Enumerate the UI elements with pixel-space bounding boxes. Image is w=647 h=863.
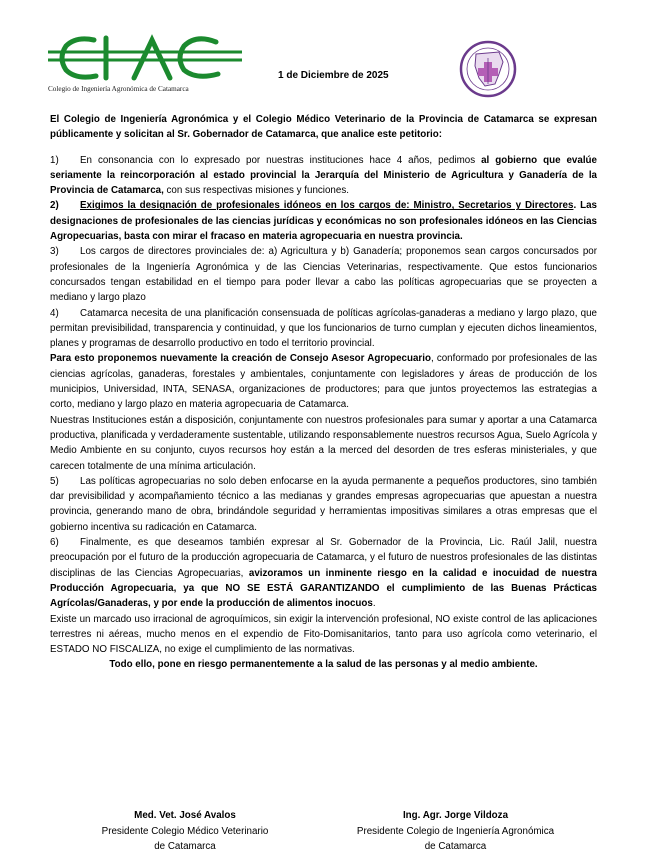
intro-paragraph: El Colegio de Ingeniería Agronómica y el Colegio Médico Veterinario de la Provincia de Catamarca se expresan públicamente y solicitan al Sr. Gobernador de Catamarca, que analice este petitorio: bbox=[50, 114, 597, 141]
signer-role: Presidente Colegio Médico Veterinario bbox=[101, 825, 269, 837]
point-4: 4) Catamarca necesita de una planificación consensuada de políticas agrícolas-ganaderas a mediano y largo plazo, que permitan previsibilidad, transparencia y continuidad, y que los funcionarios de turno cumplan y ejecuten dichos lineamientos, planes y programas de desarrollo productivo en todo el territorio provincial. bbox=[50, 307, 597, 350]
signature-veterinary bbox=[80, 808, 290, 855]
point-number: 3) bbox=[50, 246, 59, 258]
point-6: 6) Finalmente, es que deseamos también expresar al Sr. Gobernador de la Provincia, Lic. Raúl Jalil, nuestra preocupación por el futuro de la producción agropecuaria de Catamarca, y el futuro de nuestros profesionales de las distintas disciplinas de las Ciencias Agropecuarias, avizoramos un inminente riesgo en la calidad e inocuidad de nuestra Producción Agropecuaria, ya que NO SE ESTÁ GARANTIZANDO el cumplimiento de las Buenas Prácticas Agrícolas/Ganaderas, y por ende la producción de alimentos inocuos. bbox=[50, 537, 597, 610]
point-number: 1) bbox=[50, 154, 59, 166]
point-4-proposal: Para esto proponemos nuevamente la creación de Consejo Asesor Agropecuario, conformado por profesionales de las ciencias agrícolas, ganaderas, forestales y ambientales, conjuntamente con legisladores y áreas de producción de los municipios, Universidad, INTA, SENASA, organizaciones de productores; para que juntos proyectemos las estrategias a corto, mediano y largo plazo en materia agropecuaria de Catamarca. bbox=[50, 353, 598, 411]
point-3: 3) Los cargos de directores provinciales de: a) Agricultura y b) Ganadería; proponemos sean cargos concursados por profesionales de la Ingeniería Agronómica y de las Ciencias Veterinarias, respectivamente. Que estos funcionarios concursados tengan estabilidad en el tiempo para poder llevar a cabo las políticas agropecuarias que se proyecten a mediano y largo plazo bbox=[50, 246, 597, 304]
signer-role: Presidente Colegio de Ingeniería Agronómica bbox=[356, 825, 555, 837]
point-number: 5) bbox=[50, 475, 59, 487]
letterhead bbox=[0, 0, 647, 105]
closing-statement: Todo ello, pone en riesgo permanentemente a la salud de las personas y al medio ambiente. bbox=[109, 659, 538, 671]
veterinary-seal bbox=[459, 40, 517, 98]
point-number: 4) bbox=[50, 307, 59, 319]
point-number: 6) bbox=[50, 537, 59, 549]
letter-body bbox=[50, 112, 597, 673]
veterinary-seal-graphic bbox=[459, 40, 517, 98]
point-4-institutions: Nuestras Instituciones están a disposición, conjuntamente con nuestros profesionales para sumar y aportar a una Catamarca productiva, planificada y verdaderamente sustentable, utilizando responsablemente nuestros recursos Agua, Suelo Agrícola y Medio Ambiente en su conjunto, cuyos recursos hoy están a la merced del desorden de tres esferas ministeriales, y que carecen totalmente de una mínima articulación. bbox=[50, 414, 597, 472]
agrochemicals-paragraph: Existe un marcado uso irracional de agroquímicos, sin exigir la intervención profesional, NO existe control de las aplicaciones terrestres ni aéreas, mucho menos en el expendio de Fito-Domisanitarios, tanto para uso agrícola como veterinario, el ESTADO NO FISCALIZA, no exige el cumplimiento de las normativas. bbox=[50, 613, 597, 656]
point-1: 1) En consonancia con lo expresado por nuestras instituciones hace 4 años, pedimos al gobierno que evalúe seriamente la reincorporación al estado provincial la Jerarquía del Ministerio de Agricultura y Ganadería de la Provincia de Catamarca, con sus respectivas misiones y funciones. bbox=[50, 154, 597, 197]
point-5: 5) Las políticas agropecuarias no solo deben enfocarse en la ayuda permanente a pequeños productores, sino también dar previsibilidad y acompañamiento técnico a las medianas y grandes empresas agropecuarias que apuestan a nuestra provincia, generando mano de obra, brindándole seguridad y herramientas impositivas similares a otras empresas que el gobierno incentiva su radicación en Catamarca. bbox=[50, 475, 597, 533]
logo-caption: Colegio de Ingeniería Agronómica de Catamarca bbox=[48, 85, 189, 93]
signer-place: de Catamarca bbox=[154, 841, 216, 852]
signer-place: de Catamarca bbox=[424, 841, 487, 852]
point-number: 2) bbox=[50, 200, 59, 212]
signature-agronomy bbox=[338, 808, 573, 855]
point-2: 2) Exigimos la designación de profesionales idóneos en los cargos de: Ministro, Secretarios y Directores. Las designaciones de profesionales de las ciencias jurídicas y económicas no son profesionales idóneos en las Ciencias Agropecuarias, basta con mirar el fracaso en materia agropecuaria en nuestra provincia. bbox=[50, 200, 597, 243]
document-date: 1 de Diciembre de 2025 bbox=[278, 70, 389, 81]
signer-name: Med. Vet. José Avalos bbox=[134, 810, 236, 821]
ciac-logo-graphic bbox=[46, 34, 246, 84]
signer-name: Ing. Agr. Jorge Vildoza bbox=[402, 810, 509, 821]
